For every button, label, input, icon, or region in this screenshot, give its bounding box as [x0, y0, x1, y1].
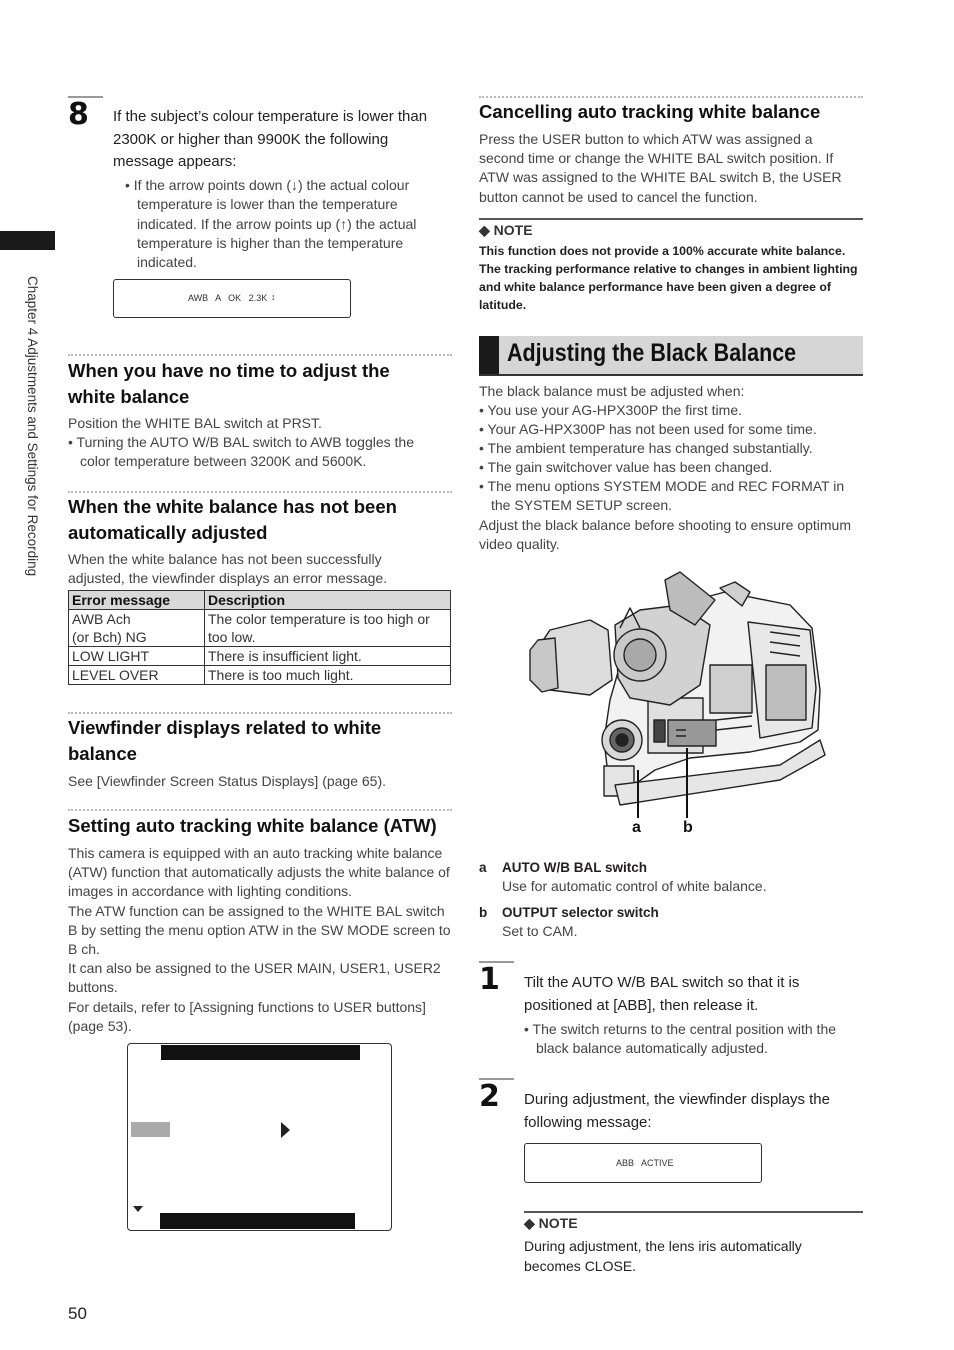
chapter-label-text: Chapter 4 Adjustments and Settings for Recording [25, 276, 40, 577]
table-row [69, 610, 451, 647]
black-balance-bullet: • The menu options SYSTEM MODE and REC FORMAT in the SYSTEM SETUP screen. [479, 478, 845, 514]
step-1-text: Tilt the AUTO W/B BAL switch so that it is positioned at [ABB], then release it. [524, 974, 800, 1014]
cancel-atw-heading: Cancelling auto tracking white balance [479, 101, 821, 122]
step-2-number: 2 [479, 1079, 500, 1114]
note-text: This function does not provide a 100% accurate white balance. The tracking performance relative to changes in ambient lighting and white balance performance have been given a degree of latitude. [479, 244, 858, 312]
legend-key-a: a [479, 860, 487, 875]
divider [479, 96, 863, 98]
divider [68, 491, 452, 493]
menu-title-bar [161, 1045, 360, 1060]
table-cell: There is insufficient light. [205, 647, 451, 666]
page-number: 50 [68, 1304, 87, 1323]
legend-title-a: AUTO W/B BAL switch [502, 860, 648, 875]
atw-heading: Setting auto tracking white balance (ATW) [68, 815, 437, 836]
viewfinder-abb-text: ABB ACTIVE [616, 1158, 674, 1168]
note-label: ◆ NOTE [479, 222, 533, 238]
table-row [69, 666, 451, 685]
legend-desc-b: Set to CAM. [502, 923, 578, 939]
table-cell: There is too much light. [205, 666, 451, 685]
step-2-text: During adjustment, the viewfinder displays the following message: [524, 1091, 830, 1131]
no-time-heading: When you have no time to adjust the white balance [68, 360, 390, 407]
black-balance-bullet: • The gain switchover value has been changed. [479, 459, 773, 475]
camera-drawing [520, 570, 830, 820]
table-cell: The color temperature is too high or too low. [205, 610, 451, 647]
not-adjusted-text: When the white balance has not been successfully adjusted, the viewfinder displays an error message. [68, 551, 388, 587]
table-header: Description [205, 591, 451, 610]
legend-title-b: OUTPUT selector switch [502, 905, 659, 920]
menu-highlight [131, 1122, 170, 1137]
menu-screen-illustration [127, 1043, 392, 1231]
divider [68, 354, 452, 356]
step-1-bullet: • The switch returns to the central position with the black balance automatically adjusted. [524, 1021, 837, 1057]
viewfinder-related-heading: Viewfinder displays related to white balance [68, 717, 382, 764]
black-balance-outro: Adjust the black balance before shooting to ensure optimum video quality. [479, 517, 852, 553]
note-label: ◆ NOTE [524, 1215, 578, 1231]
legend-desc-a: Use for automatic control of white balance. [502, 878, 767, 894]
table-header-row [69, 591, 451, 610]
error-message-table [68, 590, 451, 685]
black-balance-bullet: • The ambient temperature has changed substantially. [479, 440, 813, 456]
table-cell: LOW LIGHT [69, 647, 205, 666]
divider [68, 809, 452, 811]
note-text: During adjustment, the lens iris automatically becomes CLOSE. [524, 1238, 802, 1274]
cancel-atw-text: Press the USER button to which ATW was assigned a second time or change the WHITE BAL switch position. If ATW was assigned to the WHITE BAL switch B, the USER button cannot be used to cancel the function. [479, 131, 842, 205]
black-balance-intro: The black balance must be adjusted when: [479, 383, 745, 399]
no-time-text: Position the WHITE BAL switch at PRST. [68, 415, 322, 431]
callout-label-b: b [683, 819, 693, 836]
step-8-text: If the subject’s colour temperature is lower than 2300K or higher than 9900K the following message appears: [113, 108, 428, 170]
menu-bottom-bar [160, 1213, 355, 1229]
updown-arrow-icon: ↕ [271, 292, 276, 302]
table-header: Error message [69, 591, 205, 610]
black-balance-bullet: • You use your AG-HPX300P the first time. [479, 402, 743, 418]
chapter-tab [0, 231, 55, 250]
callout-label-a: a [632, 819, 641, 836]
note-rule [479, 218, 863, 220]
not-adjusted-heading: When the white balance has not been automatically adjusted [68, 496, 397, 543]
viewfinder-related-text: See [Viewfinder Screen Status Displays] (page 65). [68, 773, 387, 789]
step-8-number: 8 [68, 97, 89, 132]
atw-text: This camera is equipped with an auto tracking white balance (ATW) function that automatically adjusts the white balance of images in accordance with lighting conditions. The ATW function can be assigned to the WHITE BAL switch B by setting the menu option ATW in the SW MODE screen to B ch. It can also be assigned to the USER MAIN, USER1, USER2 buttons. For details, refer to [Assigning functions to USER buttons] (page 53). [68, 845, 451, 1034]
black-balance-banner [479, 336, 863, 376]
banner-marker [479, 336, 499, 374]
note-rule [524, 1211, 863, 1213]
viewfinder-abb-message [524, 1143, 762, 1183]
black-balance-title: Adjusting the Black Balance [507, 339, 797, 367]
no-time-bullet: • Turning the AUTO W/B BAL switch to AWB toggles the color temperature between 3200K and 5600K. [68, 434, 414, 470]
menu-pointer-icon [281, 1122, 290, 1138]
chapter-label [22, 276, 42, 646]
viewfinder-awb-message [113, 279, 351, 318]
step-8-bullet: • If the arrow points down (↓) the actual colour temperature is lower than the temperature indicated. If the arrow points up (↑) the actual temperature is higher than the temperature indicated. [125, 177, 417, 271]
table-cell: LEVEL OVER [69, 666, 205, 685]
menu-scroll-down-icon [133, 1206, 143, 1212]
viewfinder-awb-text: AWB A OK 2.3K [188, 293, 268, 303]
divider [68, 712, 452, 714]
black-balance-bullet: • Your AG-HPX300P has not been used for some time. [479, 421, 817, 437]
legend-key-b: b [479, 905, 488, 920]
step-1-number: 1 [479, 962, 500, 997]
table-cell: AWB Ach (or Bch) NG [69, 610, 205, 647]
camera-illustration [520, 570, 830, 820]
table-row [69, 647, 451, 666]
